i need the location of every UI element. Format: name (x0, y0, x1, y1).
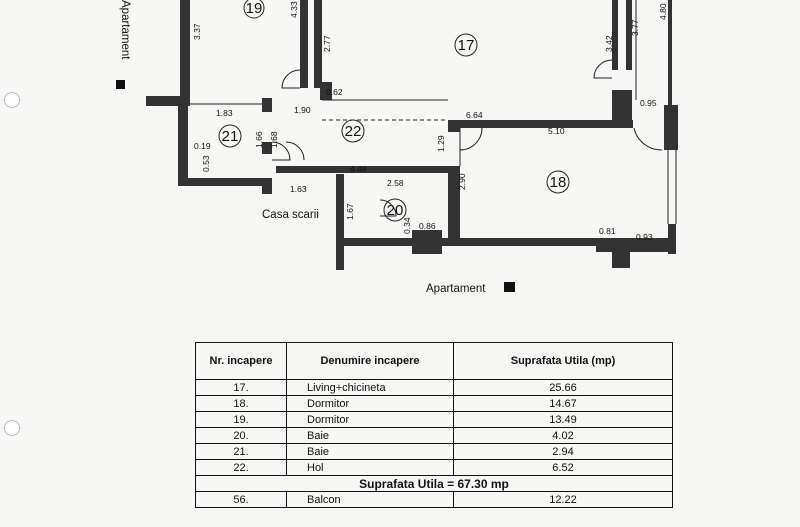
table-row (196, 444, 673, 460)
dimension-label: 2.58 (387, 178, 404, 188)
room-name-cell: Hol (287, 460, 454, 476)
room-area-cell: 4.02 (454, 428, 673, 444)
dimension-label: 4.33 (289, 1, 299, 18)
dimension-label: 3.37 (192, 23, 202, 40)
room-number-cell: 20. (196, 428, 287, 444)
dimension-label: 6.64 (466, 110, 483, 120)
apartment-marker-icon (504, 282, 515, 292)
room-area-cell: 6.52 (454, 460, 673, 476)
room-area-cell: 12.22 (454, 492, 673, 508)
total-surface: Suprafata Utila = 67.30 mp (196, 476, 673, 492)
room-number-cell: 19. (196, 412, 287, 428)
room-name-cell: Dormitor (287, 396, 454, 412)
dimension-label: 1.67 (345, 203, 355, 220)
surface-table (195, 342, 673, 508)
dimension-label: 1.68 (269, 131, 279, 148)
room-number-cell: 21. (196, 444, 287, 460)
dimension-label: 2.90 (457, 173, 467, 190)
apartment-label: Apartament (426, 283, 486, 295)
dimension-label: 1.63 (290, 184, 307, 194)
dimension-label: 5.10 (548, 126, 565, 136)
column-header: Nr. incapere (196, 343, 287, 380)
dimension-label: 0.95 (640, 98, 657, 108)
table-row (196, 412, 673, 428)
dimension-label: 0.19 (194, 141, 211, 151)
room-number: 21 (221, 128, 239, 145)
room-number-cell: 56. (196, 492, 287, 508)
room-area-cell: 14.67 (454, 396, 673, 412)
table-row (196, 396, 673, 412)
binder-hole (4, 420, 20, 436)
column-header: Denumire incapere (287, 343, 454, 380)
room-number-cell: 17. (196, 380, 287, 396)
dimension-label: 0.86 (419, 221, 436, 231)
room-name-cell: Baie (287, 428, 454, 444)
dimension-label: 0.34 (402, 217, 412, 234)
room-name-cell: Baie (287, 444, 454, 460)
dimension-label: 2.77 (322, 35, 332, 52)
room-number: 19 (245, 0, 263, 17)
dimension-label: 3.77 (630, 19, 640, 36)
dimension-label: 1.83 (216, 108, 233, 118)
table-header-row (196, 343, 673, 380)
dimension-label: 1.29 (436, 135, 446, 152)
room-number-cell: 18. (196, 396, 287, 412)
room-name-cell: Dormitor (287, 412, 454, 428)
room-name-cell: Balcon (287, 492, 454, 508)
table-row (196, 380, 673, 396)
room-number: 17 (457, 37, 475, 54)
room-number: 22 (344, 123, 362, 140)
dimension-label: 4.48 (350, 164, 367, 174)
room-number: 18 (549, 174, 567, 191)
table-row (196, 492, 673, 508)
dimension-label: 0.62 (326, 87, 343, 97)
table-row (196, 460, 673, 476)
room-number: 20 (386, 202, 404, 219)
table-row (196, 428, 673, 444)
apartment-marker-icon (116, 80, 125, 89)
dimension-label: 4.80 (658, 3, 668, 20)
room-area-cell: 2.94 (454, 444, 673, 460)
dimension-label: 1.90 (294, 105, 311, 115)
dimension-label: 0.93 (636, 232, 653, 242)
room-area-cell: 25.66 (454, 380, 673, 396)
apartment-label: Apartament (119, 0, 131, 60)
column-header: Suprafata Utila (mp) (454, 343, 673, 380)
total-row (196, 476, 673, 492)
dimension-label: 3.42 (604, 35, 614, 52)
dimension-label: 1.66 (254, 131, 264, 148)
dimension-label: 0.53 (201, 155, 211, 172)
room-number-cell: 22. (196, 460, 287, 476)
staircase-label: Casa scarii (262, 209, 319, 221)
dimension-label: 0.81 (599, 226, 616, 236)
room-name-cell: Living+chicineta (287, 380, 454, 396)
room-area-cell: 13.49 (454, 412, 673, 428)
